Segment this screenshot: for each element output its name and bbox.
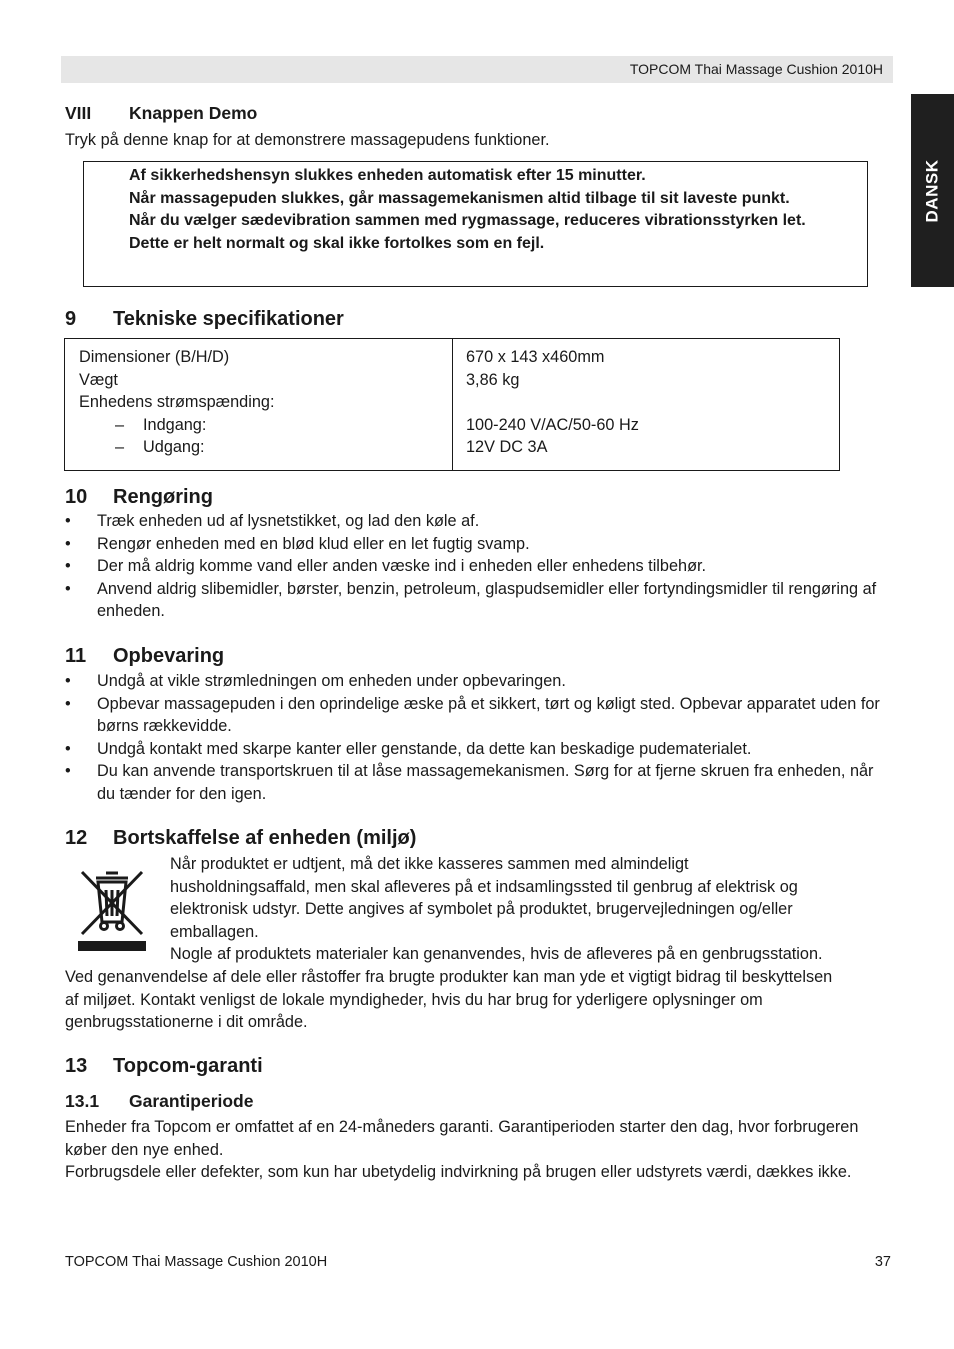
disposal-text-block [170,853,894,966]
safety-notice [83,161,868,287]
disposal-line: elektronisk udstyr. Dette angives af symbolet på produktet, brugervejledningen og/eller [170,900,793,919]
disposal-heading-title: Bortskaffelse af enheden (miljø) [113,827,417,849]
storage-heading [65,644,224,668]
disposal-recycling-text: Ved genanvendelse af dele eller råstoffer fra brugte produkter kan man yde et vigtigt bidrag til beskyttelsen af miljøet. Kontakt venligst de lokale myndigheder, hvis du har brug for yderligere oplysninger om genbrugsstationerne i dit område. [65,968,833,1032]
disposal-line: Når produktet er udtjent, må det ikke kasseres sammen med almindeligt [170,855,689,873]
demo-heading-number: VIII [65,103,92,123]
disposal-line: emballagen. [170,922,259,941]
specs-heading [65,307,344,331]
language-tab-label: DANSK [922,159,942,222]
disposal-heading-number: 12 [65,827,88,849]
list-item: • Opbevar massagepuden i den oprindelige æske på et sikkert, tørt og køligt sted. Opbevar apparatet uden for børns rækkevidde. [65,694,880,736]
spec-dash: – [115,438,125,457]
spec-label: Udgang: [143,438,205,457]
warranty-text [65,1116,893,1184]
cleaning-heading-title: Rengøring [113,486,213,508]
spec-label: Indgang: [143,415,207,434]
warranty-period-title: Garantiperiode [129,1091,254,1111]
notice-line: Når du vælger sædevibration sammen med rygmassage, reduceres vibrationsstyrken let. Dette er helt normalt og skal ikke fortolkes som en fejl. [129,212,806,252]
disposal-line: husholdningsaffald, men skal afleveres på et indsamlingssted til genbrug af elektrisk og [170,877,798,896]
header-title: TOPCOM Thai Massage Cushion 2010H [629,61,883,77]
spec-value: 12V DC 3A [466,438,548,457]
list-item: • Undgå at vikle strømledningen om enheden under opbevaringen. [65,672,566,690]
spec-dash: – [115,415,125,434]
spec-value: 100-240 V/AC/50-60 Hz [466,415,639,434]
page-number: 37 [874,1254,891,1270]
warranty-paragraph: Enheder fra Topcom er omfattet af en 24-måneders garanti. Garantiperioden starter den dag, hvor forbrugeren køber den nye enhed. [65,1118,859,1159]
specs-value-column [453,339,839,470]
warranty-heading [65,1054,263,1078]
spec-label: Dimensioner (B/H/D) [79,348,230,366]
disposal-heading [65,826,416,850]
list-item: • Du kan anvende transportskruen til at låse massagemekanismen. Sørg for at fjerne skruen fra enheden, når du tænder for den igen. [65,762,874,803]
footer-title: TOPCOM Thai Massage Cushion 2010H [65,1254,328,1270]
list-item: • Anvend aldrig slibemidler, børster, benzin, petroleum, glaspudsemidler eller fortyndingsmidler til rengøring af enheden. [65,579,877,621]
cleaning-heading-number: 10 [65,486,88,508]
warranty-period-number: 13.1 [65,1091,100,1111]
warranty-heading-title: Topcom-garanti [113,1055,263,1077]
spec-sublabel [79,414,452,437]
header-bar [61,56,893,83]
cleaning-heading [65,485,213,509]
warranty-paragraph: Forbrugsdele eller defekter, som kun har ubetydelig indvirkning på brugen eller udstyrets værdi, dækkes ikke. [65,1163,852,1182]
storage-heading-title: Opbevaring [113,645,225,667]
specs-table [64,338,840,471]
cleaning-list [65,510,885,623]
list-item: • Der må aldrig komme vand eller anden væske ind i enheden eller enhedens tilbehør. [65,557,707,576]
demo-heading [65,102,257,124]
warranty-period-heading [65,1090,253,1112]
spec-value: 3,86 kg [466,370,520,389]
specs-heading-title: Tekniske specifikationer [113,308,344,330]
list-item: • Rengør enheden med en blød klud eller en let fugtig svamp. [65,534,530,553]
storage-heading-number: 11 [65,645,87,667]
spec-value [466,391,839,414]
notice-line: Af sikkerhedshensyn slukkes enheden automatisk efter 15 minutter. [129,167,646,184]
spec-label: Enhedens strømspænding: [79,393,275,412]
notice-line: Når massagepuden slukkes, går massagemekanismen altid tilbage til sit laveste punkt. [129,189,790,207]
disposal-line: Nogle af produktets materialer kan genanvendes, hvis de afleveres på en genbrugsstation. [170,945,823,964]
storage-list [65,670,885,806]
language-tab [911,94,954,287]
specs-label-column [65,339,453,470]
warranty-heading-number: 13 [65,1055,88,1077]
specs-heading-number: 9 [65,308,77,330]
weee-bin-icon [78,864,146,952]
list-item: • Undgå kontakt med skarpe kanter eller genstande, da dette kan beskadige pudematerialet. [65,739,752,758]
spec-value: 670 x 143 x460mm [466,348,605,366]
list-item: • Træk enheden ud af lysnetstikket, og lad den køle af. [65,512,480,530]
spec-sublabel [79,436,452,459]
demo-heading-title: Knappen Demo [129,103,258,123]
spec-label: Vægt [79,370,118,389]
demo-text: Tryk på denne knap for at demonstrere massagepudens funktioner. [65,131,550,149]
